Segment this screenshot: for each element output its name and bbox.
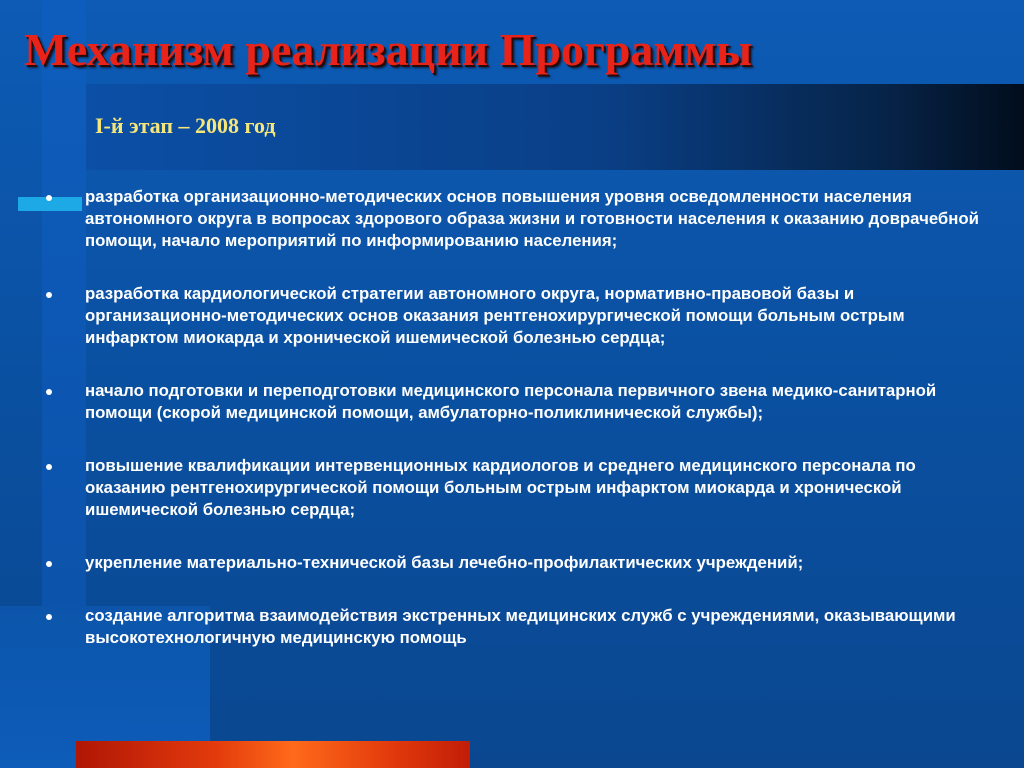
bullet-dot-icon [46,389,52,395]
bullet-text: создание алгоритма взаимодействия экстренных медицинских служб с учреждениями, оказывающими высокотехнологичную медицинскую помощь [85,606,956,647]
bullet-dot-icon [46,195,52,201]
bullet-item [40,605,1000,649]
bullet-dot-icon [46,561,52,567]
bullet-text: начало подготовки и переподготовки медицинского персонала первичного звена медико-санитарной помощи (скорой медицинской помощи, амбулаторно-поликлинической службы); [85,381,937,422]
slide-title: Механизм реализации Программы [24,24,753,75]
bullet-item [40,283,1000,349]
bullet-item [40,455,1000,521]
slide-subtitle: I-й этап – 2008 год [95,113,276,138]
bullet-text: повышение квалификации интервенционных кардиологов и среднего медицинского персонала по оказанию рентгенохирургической помощи больным острым инфарктом миокарда и хронической ишемической болезнью сердца; [85,456,916,519]
bullet-dot-icon [46,292,52,298]
bullet-text: укрепление материально-технической базы лечебно-профилактических учреждений; [85,553,804,572]
bullet-item [40,186,1000,252]
bullet-item [40,380,1000,424]
bullet-text: разработка кардиологической стратегии автономного округа, нормативно-правовой базы и организационно-методических основ оказания рентгенохирургической помощи больным острым инфарктом миокарда и хронической ишемической болезнью сердца; [85,284,905,347]
bullet-dot-icon [46,464,52,470]
decorative-red-bar [76,741,470,768]
bullet-item [40,552,1000,574]
bullet-dot-icon [46,614,52,620]
bullet-text: разработка организационно-методических основ повышения уровня осведомленности населения автономного округа в вопросах здорового образа жизни и готовности населения к оказанию доврачебной помощи, начало мероприятий по информированию населения; [85,187,979,250]
bullet-list [40,186,1000,680]
